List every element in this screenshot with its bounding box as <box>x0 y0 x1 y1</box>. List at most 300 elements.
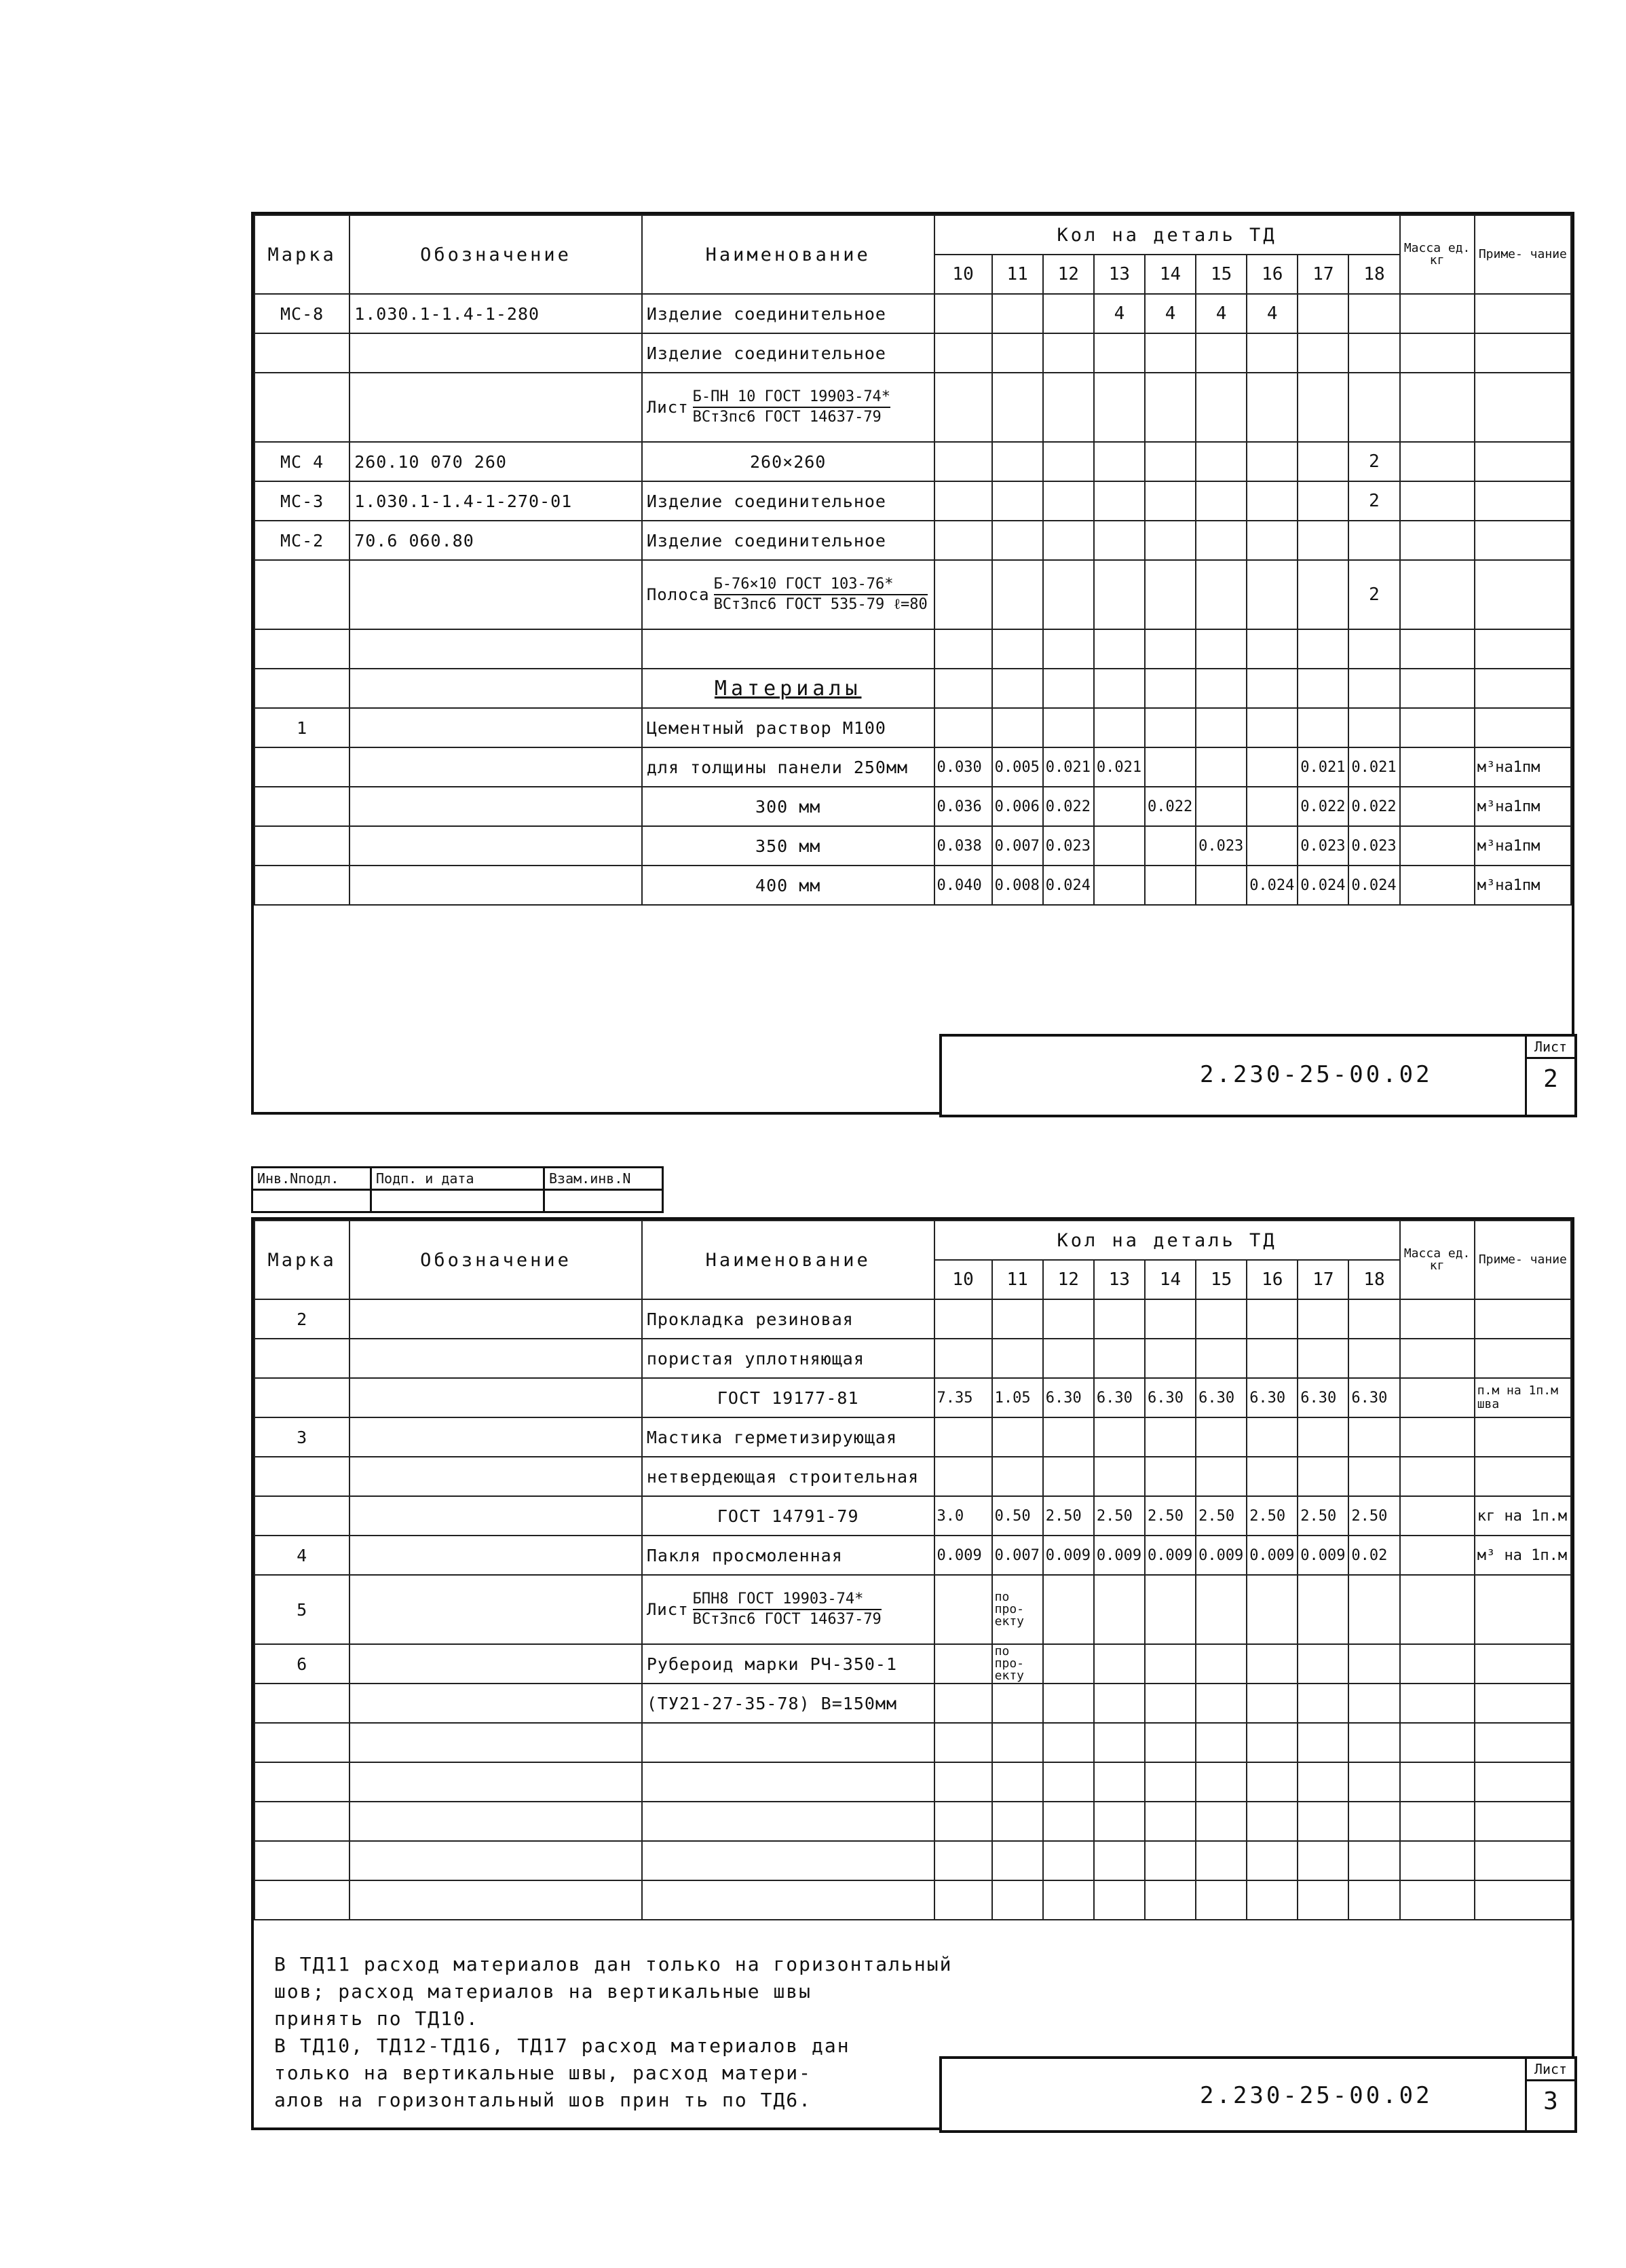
qty-cell <box>1348 1457 1399 1496</box>
qty-cell: 0.024 <box>1298 866 1348 905</box>
name-prefix: Полоса <box>646 585 710 604</box>
qty-cell: 0.005 <box>992 747 1043 787</box>
qty-cell: 4 <box>1145 294 1196 333</box>
qty-cell <box>1145 1762 1196 1802</box>
name-cell: нетвердеющая строительная <box>642 1457 934 1496</box>
oboznachenie-cell: 1.030.1-1.4-1-270-01 <box>349 481 642 521</box>
marka-cell: МС-2 <box>254 521 349 560</box>
qty-cell <box>934 1457 992 1496</box>
marka-cell <box>254 826 349 866</box>
qty-cell <box>1247 1299 1298 1339</box>
qty-cell <box>992 442 1043 481</box>
qty-cell <box>1094 1762 1145 1802</box>
profile-fraction <box>714 575 928 614</box>
massa-cell <box>1400 1802 1475 1841</box>
qty-cell <box>1196 747 1247 787</box>
note-cell <box>1475 1644 1571 1684</box>
table-row <box>254 1536 1571 1575</box>
massa-cell <box>1400 1684 1475 1723</box>
oboznachenie-cell <box>349 1536 642 1575</box>
qty-cell <box>1247 708 1298 747</box>
qty-cell: 2.50 <box>1145 1496 1196 1536</box>
oboznachenie-cell <box>349 629 642 669</box>
massa-cell <box>1400 1457 1475 1496</box>
header-col-16: 16 <box>1247 1260 1298 1299</box>
qty-cell: 2.50 <box>1247 1496 1298 1536</box>
qty-cell <box>1145 1417 1196 1457</box>
massa-cell <box>1400 1644 1475 1684</box>
qty-cell <box>1196 333 1247 373</box>
marka-cell <box>254 1841 349 1880</box>
empty-cell <box>1145 669 1196 708</box>
empty-cell <box>992 669 1043 708</box>
note-cell <box>1475 442 1571 481</box>
oboznachenie-cell <box>349 1417 642 1457</box>
header-naimenovanie: Наименование <box>642 1221 934 1299</box>
qty-cell: 6.30 <box>1247 1378 1298 1417</box>
qty-cell: 2 <box>1348 442 1399 481</box>
qty-cell <box>1298 1575 1348 1644</box>
qty-cell <box>1298 1841 1348 1880</box>
name-prefix: Лист <box>646 1600 689 1619</box>
qty-cell <box>1145 1299 1196 1339</box>
name-cell: Мастика герметизирующая <box>642 1417 934 1457</box>
fraction-bottom: ВСт3пс6 ГОСТ 535-79 ℓ=80 <box>713 596 928 613</box>
table-row <box>254 481 1571 521</box>
marka-cell <box>254 1684 349 1723</box>
qty-cell: 0.009 <box>1094 1536 1145 1575</box>
qty-cell <box>1247 373 1298 442</box>
title-block-sheet-2 <box>939 1034 1577 1117</box>
qty-cell <box>1348 1684 1399 1723</box>
massa-cell <box>1400 787 1475 826</box>
header-col-13: 13 <box>1094 1260 1145 1299</box>
table-row <box>254 708 1571 747</box>
qty-cell <box>1094 708 1145 747</box>
qty-cell: 0.021 <box>1043 747 1094 787</box>
qty-cell <box>1298 373 1348 442</box>
qty-cell <box>1196 866 1247 905</box>
qty-cell <box>992 560 1043 629</box>
qty-cell <box>1348 373 1399 442</box>
qty-cell <box>1043 373 1094 442</box>
qty-cell: 4 <box>1094 294 1145 333</box>
empty-cell <box>1043 669 1094 708</box>
qty-cell <box>1094 1339 1145 1378</box>
qty-cell <box>992 708 1043 747</box>
table-row <box>254 521 1571 560</box>
qty-cell: 0.008 <box>992 866 1043 905</box>
table-row <box>254 1339 1571 1378</box>
qty-cell <box>1043 1417 1094 1457</box>
qty-cell <box>1043 481 1094 521</box>
name-prefix: Лист <box>646 398 689 417</box>
qty-cell <box>1145 629 1196 669</box>
qty-cell <box>934 1723 992 1762</box>
materials-heading-cell <box>642 669 934 708</box>
qty-cell <box>1298 333 1348 373</box>
massa-cell <box>1400 373 1475 442</box>
qty-cell: 0.009 <box>1043 1536 1094 1575</box>
name-cell: (ТУ21-27-35-78) В=150мм <box>642 1684 934 1723</box>
header-primechanie: Приме- чание <box>1475 215 1571 294</box>
qty-cell <box>992 1684 1043 1723</box>
table-row <box>254 560 1571 629</box>
qty-cell <box>992 294 1043 333</box>
qty-cell <box>1348 1575 1399 1644</box>
qty-cell <box>934 481 992 521</box>
qty-cell <box>992 1802 1043 1841</box>
qty-cell <box>1298 1802 1348 1841</box>
qty-cell <box>1043 1762 1094 1802</box>
qty-cell <box>1043 521 1094 560</box>
qty-cell <box>992 373 1043 442</box>
qty-cell <box>1145 442 1196 481</box>
qty-cell <box>1298 481 1348 521</box>
fraction-bottom: ВСт3пс6 ГОСТ 14637-79 <box>692 1611 882 1628</box>
name-cell: 350 мм <box>642 826 934 866</box>
qty-cell <box>1196 481 1247 521</box>
empty-cell <box>934 669 992 708</box>
qty-cell <box>1247 1644 1298 1684</box>
qty-cell <box>1247 560 1298 629</box>
marka-cell <box>254 1802 349 1841</box>
table-row <box>254 1417 1571 1457</box>
qty-cell <box>1247 333 1298 373</box>
note-cell: м³на1пм <box>1475 787 1571 826</box>
note-cell <box>1475 1802 1571 1841</box>
qty-cell <box>1298 521 1348 560</box>
table-row <box>254 629 1571 669</box>
qty-cell <box>1298 708 1348 747</box>
footnote-line: шов; расход материалов на вертикальные швы <box>274 1980 812 2003</box>
qty-cell <box>1298 629 1348 669</box>
header-col-14: 14 <box>1145 1260 1196 1299</box>
qty-cell <box>1145 747 1196 787</box>
sheet-number: 3 <box>1543 2087 1558 2115</box>
massa-cell <box>1400 560 1475 629</box>
note-cell <box>1475 1457 1571 1496</box>
empty-cell <box>1094 669 1145 708</box>
qty-cell: 0.021 <box>1298 747 1348 787</box>
qty-cell <box>1043 1457 1094 1496</box>
oboznachenie-cell <box>349 333 642 373</box>
oboznachenie-cell <box>349 560 642 629</box>
table-row <box>254 373 1571 442</box>
qty-cell <box>1196 1339 1247 1378</box>
qty-cell <box>1348 1841 1399 1880</box>
oboznachenie-cell: 1.030.1-1.4-1-280 <box>349 294 642 333</box>
oboznachenie-cell <box>349 1684 642 1723</box>
qty-cell <box>1196 787 1247 826</box>
name-cell: Пакля просмоленная <box>642 1536 934 1575</box>
qty-cell <box>1298 1457 1348 1496</box>
name-cell: ГОСТ 14791-79 <box>642 1496 934 1536</box>
qty-cell <box>1043 1575 1094 1644</box>
stamp-podp: Подп. и дата <box>371 1168 544 1190</box>
name-cell: пористая уплотняющая <box>642 1339 934 1378</box>
qty-cell <box>1043 1684 1094 1723</box>
qty-cell <box>1094 826 1145 866</box>
qty-cell <box>1094 1644 1145 1684</box>
qty-cell: 0.036 <box>934 787 992 826</box>
drawing-sheet-3 <box>251 1217 1574 2130</box>
name-cell: 400 мм <box>642 866 934 905</box>
qty-cell <box>1348 1417 1399 1457</box>
header-col-15: 15 <box>1196 1260 1247 1299</box>
qty-cell <box>1094 1299 1145 1339</box>
qty-cell <box>1094 866 1145 905</box>
note-cell: кг на 1п.м <box>1475 1496 1571 1536</box>
name-cell: Изделие соединительное <box>642 294 934 333</box>
qty-cell: 6.30 <box>1298 1378 1348 1417</box>
stamp-vzam: Взам.инв.N <box>544 1168 663 1190</box>
qty-cell <box>992 333 1043 373</box>
oboznachenie-cell: 70.6 060.80 <box>349 521 642 560</box>
qty-cell <box>1145 560 1196 629</box>
qty-cell <box>1043 294 1094 333</box>
table-row <box>254 1575 1571 1644</box>
header-col-17: 17 <box>1298 1260 1348 1299</box>
qty-cell: 6.30 <box>1145 1378 1196 1417</box>
name-cell <box>642 1841 934 1880</box>
oboznachenie-cell <box>349 1299 642 1339</box>
name-cell: Цементный раствор М100 <box>642 708 934 747</box>
oboznachenie-cell <box>349 1841 642 1880</box>
oboznachenie-cell <box>349 787 642 826</box>
qty-cell <box>992 629 1043 669</box>
massa-cell <box>1400 1841 1475 1880</box>
header-oboznachenie: Обозначение <box>349 1221 642 1299</box>
marka-cell <box>254 866 349 905</box>
qty-cell <box>1298 1339 1348 1378</box>
qty-cell <box>1094 787 1145 826</box>
note-cell <box>1475 1299 1571 1339</box>
qty-cell <box>1196 1575 1247 1644</box>
profile-fraction <box>693 1590 882 1629</box>
qty-cell: 6.30 <box>1196 1378 1247 1417</box>
oboznachenie-cell <box>349 866 642 905</box>
empty-cell <box>1196 669 1247 708</box>
drawing-sheet-2 <box>251 212 1574 1115</box>
document-code: 2.230-25-00.02 <box>1200 2082 1433 2109</box>
qty-cell <box>1298 1299 1348 1339</box>
qty-cell: 4 <box>1247 294 1298 333</box>
qty-cell <box>1247 521 1298 560</box>
qty-cell <box>1247 1802 1298 1841</box>
note-cell: п.м на 1п.м шва <box>1475 1378 1571 1417</box>
qty-cell <box>1145 1880 1196 1920</box>
qty-cell <box>934 1417 992 1457</box>
qty-cell: 0.021 <box>1094 747 1145 787</box>
name-cell: Изделие соединительное <box>642 481 934 521</box>
marka-cell <box>254 669 349 708</box>
massa-cell <box>1400 521 1475 560</box>
qty-cell: 0.007 <box>992 826 1043 866</box>
marka-cell <box>254 1457 349 1496</box>
qty-cell <box>934 1339 992 1378</box>
marka-cell <box>254 1762 349 1802</box>
header-marka: Марка <box>254 1221 349 1299</box>
qty-cell <box>1196 1723 1247 1762</box>
footnote-line: В ТД11 расход материалов дан только на горизонтальный <box>274 1953 953 1975</box>
massa-cell <box>1400 1536 1475 1575</box>
massa-cell <box>1400 866 1475 905</box>
qty-cell: 0.022 <box>1145 787 1196 826</box>
name-cell: ГОСТ 19177-81 <box>642 1378 934 1417</box>
qty-cell <box>934 560 992 629</box>
qty-cell: 0.024 <box>1247 866 1298 905</box>
stamp-vzam-value <box>544 1190 663 1212</box>
qty-cell <box>992 1299 1043 1339</box>
table-row <box>254 1299 1571 1339</box>
qty-cell <box>992 521 1043 560</box>
qty-cell <box>1094 481 1145 521</box>
marka-cell <box>254 1339 349 1378</box>
footnote <box>274 1951 953 2114</box>
qty-cell <box>1145 1684 1196 1723</box>
table-row <box>254 1841 1571 1880</box>
qty-cell <box>1247 1339 1298 1378</box>
name-cell <box>642 629 934 669</box>
footnote-line: принять по ТД10. <box>274 2007 479 2030</box>
qty-cell <box>1348 521 1399 560</box>
marka-cell <box>254 1378 349 1417</box>
oboznachenie-cell <box>349 1457 642 1496</box>
qty-cell <box>1094 1880 1145 1920</box>
qty-cell <box>1094 1457 1145 1496</box>
massa-cell <box>1400 481 1475 521</box>
empty-cell <box>1475 669 1571 708</box>
qty-cell <box>934 521 992 560</box>
qty-cell: 2.50 <box>1348 1496 1399 1536</box>
materials-heading: Материалы <box>714 676 862 701</box>
header-col-16: 16 <box>1247 255 1298 294</box>
qty-cell <box>1145 521 1196 560</box>
table-row <box>254 333 1571 373</box>
qty-cell <box>1145 1575 1196 1644</box>
approval-stamp <box>251 1166 664 1213</box>
qty-cell <box>1196 373 1247 442</box>
qty-cell <box>1043 1644 1094 1684</box>
qty-cell: по про- екту <box>992 1575 1043 1644</box>
table-row <box>254 294 1571 333</box>
qty-cell <box>934 1880 992 1920</box>
massa-cell <box>1400 294 1475 333</box>
qty-cell <box>1196 708 1247 747</box>
qty-cell <box>1196 521 1247 560</box>
note-cell <box>1475 629 1571 669</box>
qty-cell: 0.030 <box>934 747 992 787</box>
note-cell: м³на1пм <box>1475 826 1571 866</box>
sheet-label: Лист <box>1527 1037 1574 1059</box>
qty-cell <box>992 1880 1043 1920</box>
note-cell <box>1475 1841 1571 1880</box>
qty-cell <box>1247 1762 1298 1802</box>
qty-cell <box>1196 1417 1247 1457</box>
qty-cell: 0.50 <box>992 1496 1043 1536</box>
qty-cell <box>1298 1880 1348 1920</box>
marka-cell: 1 <box>254 708 349 747</box>
marka-cell <box>254 1496 349 1536</box>
qty-cell <box>1348 333 1399 373</box>
qty-cell <box>1145 826 1196 866</box>
massa-cell <box>1400 708 1475 747</box>
note-cell <box>1475 333 1571 373</box>
marka-cell <box>254 629 349 669</box>
qty-cell <box>992 1457 1043 1496</box>
table-row <box>254 747 1571 787</box>
massa-cell <box>1400 826 1475 866</box>
qty-cell: 0.009 <box>1298 1536 1348 1575</box>
qty-cell <box>1145 1644 1196 1684</box>
qty-cell <box>1348 1762 1399 1802</box>
qty-cell: 0.021 <box>1348 747 1399 787</box>
note-cell <box>1475 1880 1571 1920</box>
note-cell <box>1475 1684 1571 1723</box>
note-cell <box>1475 708 1571 747</box>
qty-cell <box>934 294 992 333</box>
qty-cell <box>1348 1802 1399 1841</box>
header-col-18: 18 <box>1348 1260 1399 1299</box>
qty-cell <box>1094 442 1145 481</box>
header-col-14: 14 <box>1145 255 1196 294</box>
massa-cell <box>1400 747 1475 787</box>
qty-cell <box>1247 1723 1298 1762</box>
name-cell <box>642 373 934 442</box>
marka-cell <box>254 560 349 629</box>
qty-cell <box>1247 481 1298 521</box>
qty-cell <box>1094 1684 1145 1723</box>
qty-cell <box>1094 521 1145 560</box>
header-massa: Масса ед. кг <box>1400 1221 1475 1299</box>
oboznachenie-cell <box>349 1880 642 1920</box>
qty-cell: 2.50 <box>1298 1496 1348 1536</box>
qty-cell: 2 <box>1348 481 1399 521</box>
qty-cell <box>1196 1880 1247 1920</box>
qty-cell <box>1247 1457 1298 1496</box>
qty-cell <box>1094 373 1145 442</box>
massa-cell <box>1400 1496 1475 1536</box>
oboznachenie-cell <box>349 1802 642 1841</box>
qty-cell: 2.50 <box>1094 1496 1145 1536</box>
qty-cell <box>1145 708 1196 747</box>
sheet-label: Лист <box>1527 2059 1574 2081</box>
qty-cell <box>1196 560 1247 629</box>
qty-cell: 0.007 <box>992 1536 1043 1575</box>
qty-cell <box>1094 333 1145 373</box>
oboznachenie-cell <box>349 1339 642 1378</box>
qty-cell <box>1196 1762 1247 1802</box>
empty-cell <box>1247 669 1298 708</box>
massa-cell <box>1400 1378 1475 1417</box>
qty-cell <box>1043 442 1094 481</box>
header-col-13: 13 <box>1094 255 1145 294</box>
oboznachenie-cell <box>349 669 642 708</box>
qty-cell <box>1043 1802 1094 1841</box>
fraction-bottom: ВСт3пс6 ГОСТ 14637-79 <box>692 409 882 426</box>
qty-cell <box>934 708 992 747</box>
qty-cell <box>934 1802 992 1841</box>
qty-cell <box>1348 1339 1399 1378</box>
qty-cell <box>1145 1841 1196 1880</box>
header-col-10: 10 <box>934 255 992 294</box>
name-cell: 260×260 <box>642 442 934 481</box>
qty-cell: 0.024 <box>1043 866 1094 905</box>
qty-cell: 0.006 <box>992 787 1043 826</box>
oboznachenie-cell: 260.10 070 260 <box>349 442 642 481</box>
qty-cell <box>934 333 992 373</box>
